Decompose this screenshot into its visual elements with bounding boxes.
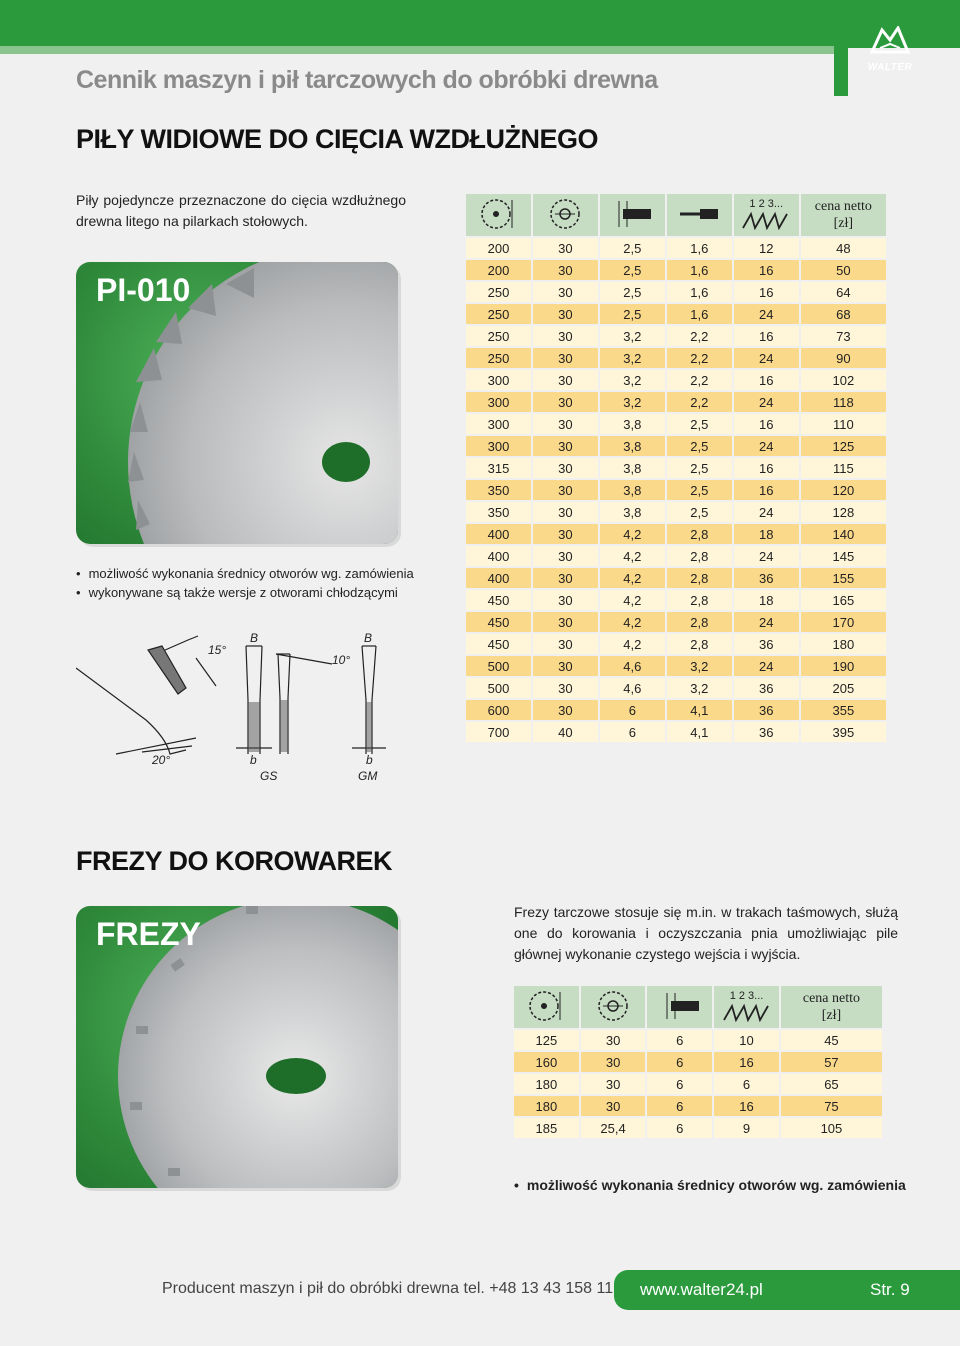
table-cell: 140 [801,524,886,544]
table-cell: 30 [581,1052,646,1072]
section-heading-pily: PIŁY WIDIOWE DO CIĘCIA WZDŁUŻNEGO [76,124,598,154]
kerf-width-icon [647,986,712,1028]
table-row [466,568,886,588]
price-header-label: cena netto [814,199,872,214]
table-cell: 4,2 [600,546,665,566]
table-cell: 45 [781,1030,882,1050]
table-cell: 450 [466,634,531,654]
table-cell: 300 [466,436,531,456]
top-bar-accent [0,46,840,54]
table-cell: 300 [466,392,531,412]
table-row [466,590,886,610]
table-cell: 30 [533,282,598,302]
bore-icon [581,986,646,1028]
table-cell: 700 [466,722,531,742]
table-cell: 16 [734,370,799,390]
table-row [466,656,886,676]
table-cell: 30 [581,1096,646,1116]
table-cell: 3,2 [600,326,665,346]
bullet-item: • możliwość wykonania średnicy otworów wg. zamówienia [76,564,416,583]
table-cell: 3,8 [600,436,665,456]
table-cell: 30 [533,634,598,654]
table-cell: 75 [781,1096,882,1116]
table-cell: 2,8 [667,590,732,610]
table-cell: 9 [714,1118,779,1138]
table-cell: 36 [734,700,799,720]
table-cell: 64 [801,282,886,302]
table-cell: 12 [734,238,799,258]
table-row [466,370,886,390]
table-cell: 48 [801,238,886,258]
table-cell: 3,2 [667,678,732,698]
table-cell: 3,2 [667,656,732,676]
table-row [466,612,886,632]
table-row [466,282,886,302]
table-cell: 6 [647,1074,712,1094]
table-cell: 250 [466,282,531,302]
table-row [466,414,886,434]
footer-url-link[interactable]: www.walter24.pl [640,1280,763,1299]
table-cell: 2,5 [667,480,732,500]
table-cell: 250 [466,304,531,324]
table-cell: 30 [533,370,598,390]
table-cell: 2,5 [667,502,732,522]
table-row [466,722,886,742]
table-cell: 30 [533,392,598,412]
table-cell: 36 [734,634,799,654]
table-row [466,326,886,346]
label-B-gs: B [250,631,259,645]
table-cell: 2,5 [600,238,665,258]
table-cell: 3,8 [600,458,665,478]
table-cell: 500 [466,656,531,676]
product-label-pi010: PI-010 [96,272,191,308]
table-cell: 6 [714,1074,779,1094]
table-cell: 180 [514,1096,579,1116]
table-cell: 2,2 [667,392,732,412]
table-cell: 190 [801,656,886,676]
table-cell: 3,2 [600,370,665,390]
teeth-count-icon [714,986,779,1028]
table-cell: 200 [466,260,531,280]
table-cell: 4,6 [600,678,665,698]
logo-emblem-icon [862,26,918,62]
table-cell: 3,8 [600,502,665,522]
table-cell: 2,5 [600,260,665,280]
section1-description: Piły pojedyncze przeznaczone do cięcia wzdłużnego drewna litego na pilarkach stołowych. [76,192,406,229]
table-cell: 3,8 [600,480,665,500]
table-cell: 90 [801,348,886,368]
label-B-gm: B [364,631,373,645]
table-cell: 16 [734,414,799,434]
table-cell: 200 [466,238,531,258]
product-image-frezy [76,906,398,1188]
table-cell: 355 [801,700,886,720]
table-cell: 30 [533,260,598,280]
table-cell: 315 [466,458,531,478]
table-cell: 30 [533,524,598,544]
table-cell: 30 [533,700,598,720]
table-row [466,524,886,544]
table-cell: 300 [466,370,531,390]
table-cell: 395 [801,722,886,742]
table-row [514,1096,882,1116]
table-cell: 450 [466,612,531,632]
product-label-frezy: FREZY [96,916,201,952]
table-cell: 6 [600,700,665,720]
section-heading-frezy: FREZY DO KOROWAREK [76,846,393,876]
table-cell: 105 [781,1118,882,1138]
table-row [466,348,886,368]
table-cell: 30 [581,1030,646,1050]
body-thickness-icon [667,194,732,236]
table-cell: 2,5 [667,458,732,478]
table-cell: 500 [466,678,531,698]
footer-page-number: Str. 9 [870,1280,910,1299]
label-b-gs: b [250,753,257,767]
table-cell: 30 [533,502,598,522]
table-cell: 1,6 [667,282,732,302]
table-cell: 24 [734,546,799,566]
table-header-row [514,986,882,1028]
table-cell: 350 [466,480,531,500]
table-cell: 6 [647,1030,712,1050]
table-cell: 36 [734,722,799,742]
table-cell: 16 [734,260,799,280]
table-cell: 30 [533,326,598,346]
table-cell: 2,2 [667,348,732,368]
table-cell: 40 [533,722,598,742]
table-cell: 180 [801,634,886,654]
kerf-width-icon [600,194,665,236]
table-row [466,502,886,522]
table-cell: 30 [533,414,598,434]
table-cell: 30 [533,238,598,258]
table-row [466,238,886,258]
table-cell: 18 [734,590,799,610]
table-cell: 2,2 [667,326,732,346]
table-row [466,304,886,324]
table-cell: 160 [514,1052,579,1072]
table-cell: 180 [514,1074,579,1094]
section2-bullets [514,1176,914,1195]
top-bar-notch [834,46,848,96]
table-cell: 24 [734,656,799,676]
table-row [466,480,886,500]
table-cell: 24 [734,436,799,456]
table-cell: 2,8 [667,612,732,632]
table-cell: 4,6 [600,656,665,676]
table-cell: 30 [533,612,598,632]
table-cell: 30 [581,1074,646,1094]
table-cell: 30 [533,678,598,698]
table-cell: 115 [801,458,886,478]
table-row [466,260,886,280]
label-gs: GS [260,769,278,783]
table-cell: 2,5 [667,414,732,434]
page-header-title: Cennik maszyn i pił tarczowych do obróbki drewna [76,66,658,94]
table-cell: 400 [466,546,531,566]
table-cell: 68 [801,304,886,324]
tooth-geometry-diagram [76,628,406,788]
table-cell: 24 [734,392,799,412]
table-row [514,1052,882,1072]
table-cell: 2,5 [600,304,665,324]
table-cell: 2,8 [667,524,732,544]
table-cell: 30 [533,568,598,588]
table-cell: 57 [781,1052,882,1072]
footer-contact-text: Producent maszyn i pił do obróbki drewna tel. +48 13 43 158 11 [162,1280,614,1297]
table-cell: 18 [734,524,799,544]
table-cell: 36 [734,678,799,698]
table-cell: 128 [801,502,886,522]
section1-bullets [76,564,416,602]
price-header-unit: [zł] [821,1008,842,1023]
diameter-icon [514,986,579,1028]
table-cell: 165 [801,590,886,610]
table-header-row [466,194,886,236]
price-header-unit: [zł] [833,216,854,231]
teeth-count-icon [734,194,799,236]
table-cell: 30 [533,304,598,324]
teeth-count-label: 1 2 3... [729,989,764,1002]
table-cell: 30 [533,436,598,456]
price-header-label: cena netto [802,991,860,1006]
table-cell: 16 [734,480,799,500]
table-cell: 25,4 [581,1118,646,1138]
frezy-price-table [512,984,884,1140]
table-row [466,546,886,566]
table-cell: 110 [801,414,886,434]
table-cell: 2,5 [600,282,665,302]
table-cell: 400 [466,524,531,544]
table-cell: 30 [533,546,598,566]
table-cell: 6 [600,722,665,742]
table-cell: 2,8 [667,568,732,588]
table-cell: 4,1 [667,722,732,742]
table-cell: 120 [801,480,886,500]
table-cell: 2,2 [667,370,732,390]
table-cell: 350 [466,502,531,522]
table-cell: 3,8 [600,414,665,434]
table-cell: 30 [533,590,598,610]
table-cell: 16 [714,1096,779,1116]
label-b-gm: b [366,753,373,767]
table-cell: 2,8 [667,546,732,566]
table-cell: 4,2 [600,568,665,588]
table-cell: 450 [466,590,531,610]
table-cell: 155 [801,568,886,588]
table-cell: 300 [466,414,531,434]
bullet-item: • możliwość wykonania średnicy otworów wg. zamówienia [514,1176,914,1195]
bullet-item: • wykonywane są także wersje z otworami chłodzącymi [76,583,416,602]
table-cell: 170 [801,612,886,632]
table-cell: 50 [801,260,886,280]
table-cell: 2,8 [667,634,732,654]
table-cell: 600 [466,700,531,720]
table-cell: 16 [714,1052,779,1072]
table-cell: 73 [801,326,886,346]
angle-label-20: 20° [152,753,171,767]
angle-label-15: 15° [208,643,227,657]
table-row [514,1030,882,1050]
teeth-count-label: 1 2 3... [749,197,784,210]
pily-price-table [464,192,888,744]
table-cell: 1,6 [667,304,732,324]
table-cell: 250 [466,348,531,368]
table-cell: 205 [801,678,886,698]
table-cell: 30 [533,348,598,368]
diameter-icon [466,194,531,236]
table-cell: 16 [734,326,799,346]
table-cell: 16 [734,458,799,478]
table-cell: 36 [734,568,799,588]
table-cell: 24 [734,612,799,632]
bore-icon [533,194,598,236]
angle-label-10: 10° [332,653,351,667]
table-row [466,436,886,456]
top-bar [0,0,960,48]
section2-description: Frezy tarczowe stosuje się m.in. w trakach taśmowych, służą one do korowania i oczyszczania pnia umożliwiając pile głównej wykonanie czystego wejścia i wyjścia. [514,904,898,962]
table-row [466,700,886,720]
table-cell: 4,2 [600,612,665,632]
table-cell: 2,5 [667,436,732,456]
table-row [466,458,886,478]
table-row [466,634,886,654]
table-row [466,392,886,412]
table-cell: 4,2 [600,524,665,544]
table-cell: 1,6 [667,238,732,258]
table-cell: 185 [514,1118,579,1138]
table-cell: 4,1 [667,700,732,720]
table-cell: 400 [466,568,531,588]
table-cell: 30 [533,458,598,478]
table-cell: 24 [734,502,799,522]
table-cell: 6 [647,1118,712,1138]
logo-text: WALTER [867,62,913,73]
table-row [466,678,886,698]
table-cell: 10 [714,1030,779,1050]
table-row [514,1074,882,1094]
table-cell: 65 [781,1074,882,1094]
product-image-pi010 [76,262,398,544]
table-cell: 125 [801,436,886,456]
walter-logo [862,26,918,78]
price-header [801,194,886,236]
table-cell: 102 [801,370,886,390]
table-cell: 6 [647,1052,712,1072]
table-cell: 4,2 [600,634,665,654]
table-cell: 24 [734,348,799,368]
table-cell: 30 [533,480,598,500]
table-cell: 3,2 [600,392,665,412]
table-cell: 30 [533,656,598,676]
table-cell: 4,2 [600,590,665,610]
table-cell: 16 [734,282,799,302]
table-cell: 1,6 [667,260,732,280]
table-cell: 145 [801,546,886,566]
price-header [781,986,882,1028]
table-cell: 6 [647,1096,712,1116]
label-gm: GM [358,769,378,783]
table-cell: 118 [801,392,886,412]
table-cell: 24 [734,304,799,324]
table-row [514,1118,882,1138]
table-cell: 3,2 [600,348,665,368]
table-cell: 250 [466,326,531,346]
table-cell: 125 [514,1030,579,1050]
